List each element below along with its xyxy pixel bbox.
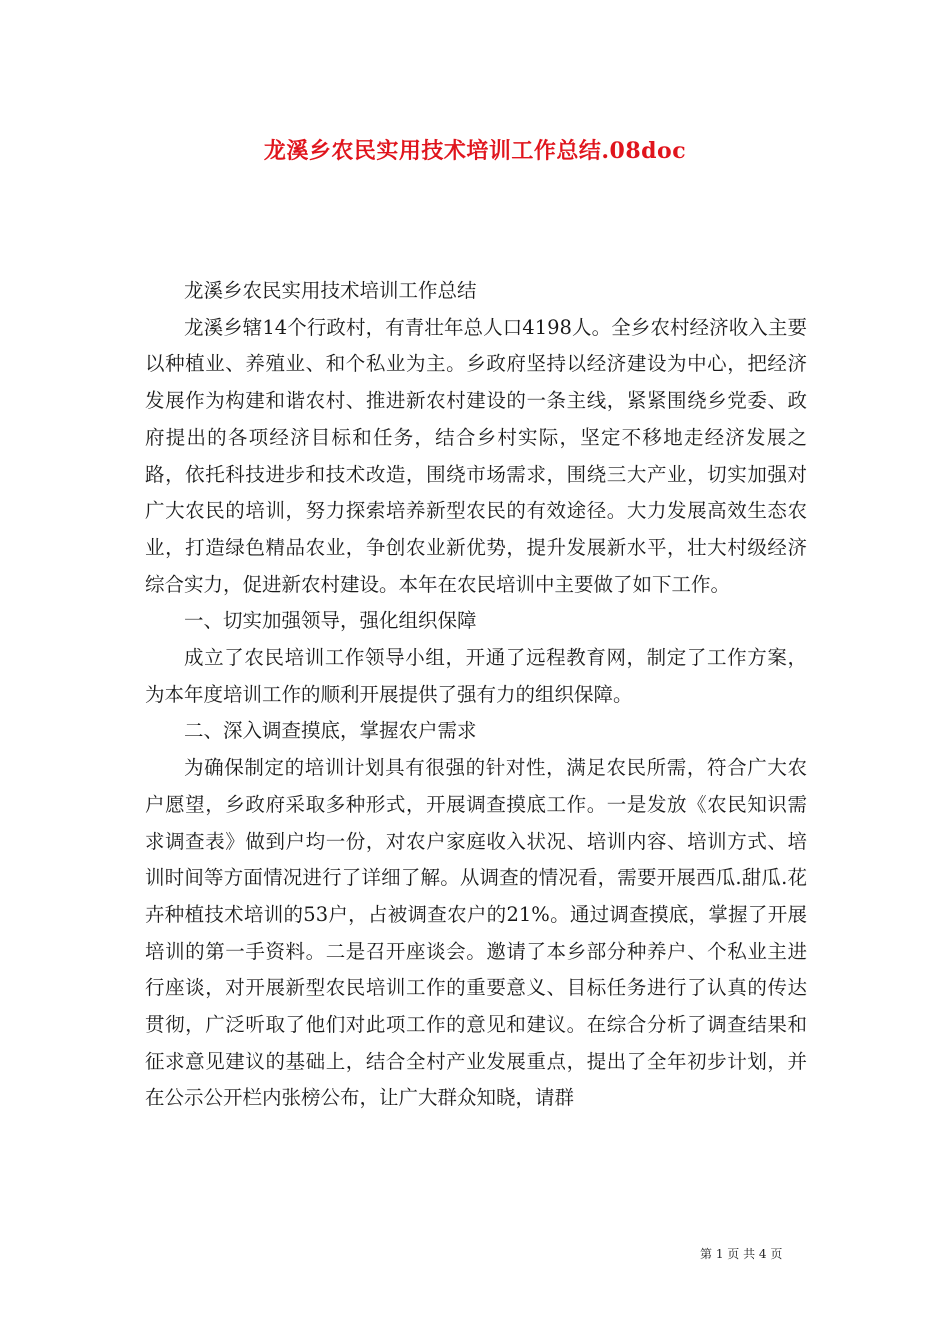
document-title: 龙溪乡农民实用技术培训工作总结.08doc xyxy=(263,138,687,164)
subtitle-paragraph: 龙溪乡农民实用技术培训工作总结 xyxy=(184,279,477,302)
section-heading-2: 二、深入调查摸底，掌握农户需求 xyxy=(184,719,477,743)
section-heading-1: 一、切实加强领导，强化组织保障 xyxy=(184,609,477,633)
section-2-paragraph: 为确保制定的培训计划具有很强的针对性，满足农民所需，符合广大农户愿望，乡政府采取多种形式，开展调查摸底工作。一是发放《农民知识需求调查表》做到户均一份，对农户家庭收入状况、培训内容、培训方式、培训时间等方面情况进行了详细了解。从调查的情况看，需要开展西瓜.甜瓜.花卉种植技术培训的53户，占被调查农户的21%。通过调查摸底，掌握了开展培训的第一手资料。二是召开座谈会。邀请了本乡部分种养户、个私业主进行座谈，对开展新型农民培训工作的重要意义、目标任务进行了认真的传达贯彻，广泛听取了他们对此项工作的意见和建议。在综合分析了调查结果和征求意见建议的基础上，结合全村产业发展重点，提出了全年初步计划，并在公示公开栏内张榜公布，让广大群众知晓，请群 xyxy=(145,756,807,1110)
page-number-footer: 第 1 页 共 4 页 xyxy=(700,1247,783,1261)
intro-paragraph: 龙溪乡辖14个行政村，有青壮年总人口4198人。全乡农村经济收入主要以种植业、养殖业、和个私业为主。乡政府坚持以经济建设为中心，把经济发展作为构建和谐农村、推进新农村建设的一条主线，紧紧围绕乡党委、政府提出的各项经济目标和任务，结合乡村实际，坚定不移地走经济发展之路，依托科技进步和技术改造，围绕市场需求，围绕三大产业，切实加强对广大农民的培训，努力探索培养新型农民的有效途径。大力发展高效生态农业，打造绿色精品农业，争创农业新优势，提升发展新水平，壮大村级经济综合实力，促进新农村建设。本年在农民培训中主要做了如下工作。 xyxy=(145,315,807,596)
document-body xyxy=(145,273,807,1117)
section-1-paragraph: 成立了农民培训工作领导小组，开通了远程教育网，制定了工作方案，为本年度培训工作的顺利开展提供了强有力的组织保障。 xyxy=(145,646,807,706)
